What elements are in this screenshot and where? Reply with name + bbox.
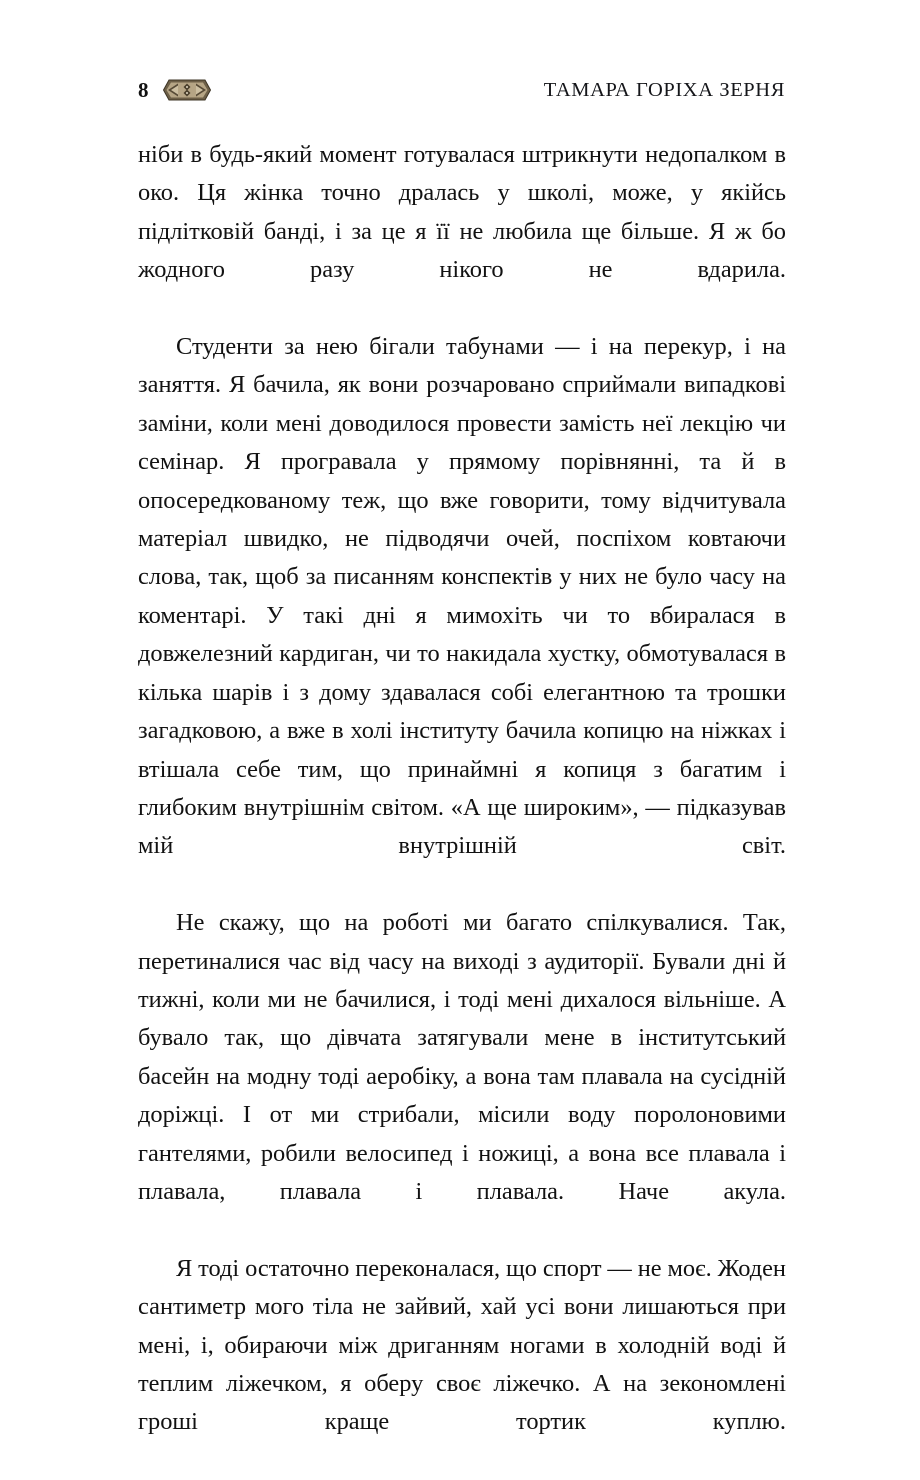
folio-group — [138, 79, 211, 101]
running-head-title: ТАМАРА ГОРІХА ЗЕРНЯ — [543, 78, 785, 101]
paragraph-1: ніби в будь-який момент готувалася штрикнути недопалком в око. Ця жінка точно дралась у школі, може, у якійсь підлітковій банді, і за це я її не любила ще більше. Я ж бо жодного разу нікого не вдарила. — [138, 141, 786, 284]
paragraph-2: Студенти за нею бігали табунами — і на перекур, і на заняття. Я бачила, як вони розчаровано сприймали випадкові заміни, коли мені доводилося провести замість неї лекцію чи семінар. Я програвала у прямому порівнянні, та й в опосередкованому теж, що вже говорити, тому відчитувала матеріал швидко, не підводячи очей, поспіхом ковтаючи слова, так, щоб за писанням конспектів у них не було часу на коментарі. У такі дні я мимохіть чи то вбиралася в довжелезний кардиган, чи то накидала хустку, обмотувалася в кілька шарів і з дому здавалася собі елегантною та трошки загадковою, а вже в холі інституту бачила копицю на ніжках і втішала себе тим, що принаймні я копиця з багатим і глибоким внутрішнім світом. «А ще широким», — підказував мій внутрішній світ. — [138, 333, 786, 860]
body-text-block — [138, 136, 786, 1480]
page-number: 8 — [138, 77, 149, 102]
paragraph-4: Я тоді остаточно переконалася, що спорт — не моє. Жоден сантиметр мого тіла не зайвий, хай усі вони лишаються при мені, і, обираючи між дриганням ногами в холодній воді й теплим ліжечком, я оберу своє ліжечко. А на зекономлені гроші краще тортик куплю. — [138, 1254, 786, 1436]
running-head — [138, 70, 785, 110]
hexagon-ornament-icon — [163, 79, 211, 101]
paragraph-3: Не скажу, що на роботі ми багато спілкувалися. Так, перетиналися час від часу на виході з аудиторії. Бували дні й тижні, коли ми не бачилися, і тоді мені дихалося вільніше. А бувало так, що дівчата затягували мене в інститутський басейн на модну тоді аеробіку, а вона там плавала на сусідній доріжці. І от ми стрибали, місили воду поролоновими гантелями, робили велосипед і ножиці, а вона все плавала і плавала, плавала і плавала. Наче акула. — [138, 909, 786, 1205]
